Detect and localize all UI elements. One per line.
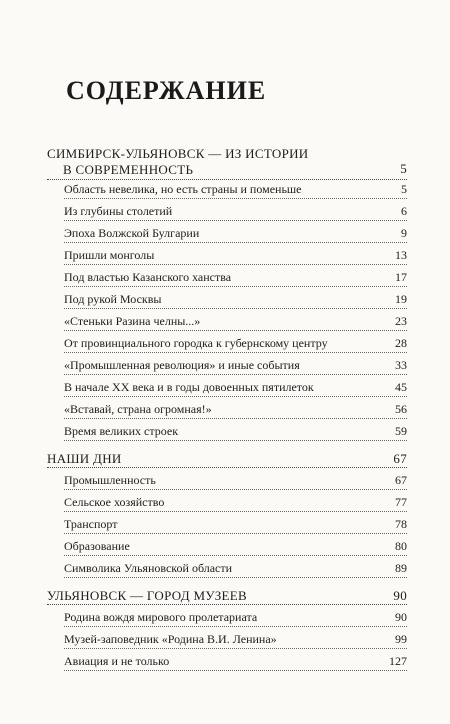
toc-section bbox=[47, 146, 407, 441]
section-page-number: 5 bbox=[400, 161, 407, 176]
entry-title: От провинциального городка к губернскому центру bbox=[64, 336, 328, 350]
entry-title: Родина вождя мирового пролетариата bbox=[64, 610, 258, 624]
toc-entry[interactable] bbox=[64, 182, 407, 199]
entry-page-number: 6 bbox=[401, 204, 407, 218]
toc-entry[interactable] bbox=[64, 204, 407, 221]
entry-title: Время великих строек bbox=[64, 424, 179, 438]
toc-entry[interactable] bbox=[64, 402, 407, 419]
entry-title: Авиация и не только bbox=[64, 654, 170, 668]
page-title: СОДЕРЖАНИЕ bbox=[66, 76, 267, 105]
entry-page-number: 23 bbox=[395, 314, 407, 328]
entry-page-number: 5 bbox=[401, 182, 407, 196]
toc-entry[interactable] bbox=[64, 248, 407, 265]
toc-entry[interactable] bbox=[64, 473, 407, 490]
entry-page-number: 67 bbox=[395, 473, 407, 487]
toc-entry[interactable] bbox=[64, 292, 407, 309]
entry-page-number: 13 bbox=[395, 248, 407, 262]
entry-title: Музей-заповедник «Родина В.И. Ленина» bbox=[64, 632, 277, 646]
section-heading-text: НАШИ ДНИ bbox=[47, 451, 122, 466]
toc-entry[interactable] bbox=[64, 380, 407, 397]
toc-section bbox=[47, 588, 407, 671]
toc-entry[interactable] bbox=[64, 358, 407, 375]
section-entries bbox=[47, 182, 407, 441]
entry-page-number: 77 bbox=[395, 495, 407, 509]
entry-title: В начале XX века и в годы довоенных пятилеток bbox=[64, 380, 314, 394]
section-heading-text: УЛЬЯНОВСК — ГОРОД МУЗЕЕВ bbox=[47, 588, 247, 603]
section-heading[interactable] bbox=[47, 451, 407, 468]
section-page-number: 90 bbox=[393, 588, 407, 603]
section-heading[interactable] bbox=[47, 588, 407, 605]
section-entries bbox=[47, 610, 407, 671]
toc-entry[interactable] bbox=[64, 654, 407, 671]
toc-entry[interactable] bbox=[64, 270, 407, 287]
entry-title: Сельское хозяйство bbox=[64, 495, 165, 509]
entry-title: «Промышленная революция» и иные события bbox=[64, 358, 300, 372]
entry-page-number: 89 bbox=[395, 561, 407, 575]
entry-page-number: 78 bbox=[395, 517, 407, 531]
section-page-number: 67 bbox=[393, 451, 407, 466]
toc-entry[interactable] bbox=[64, 610, 407, 627]
entry-title: Образование bbox=[64, 539, 130, 553]
entry-page-number: 56 bbox=[395, 402, 407, 416]
entry-page-number: 80 bbox=[395, 539, 407, 553]
entry-page-number: 33 bbox=[395, 358, 407, 372]
section-entries bbox=[47, 473, 407, 578]
toc-entry[interactable] bbox=[64, 424, 407, 441]
entry-page-number: 90 bbox=[395, 610, 407, 624]
entry-title: «Стеньки Разина челны...» bbox=[64, 314, 201, 328]
entry-page-number: 19 bbox=[395, 292, 407, 306]
entry-page-number: 9 bbox=[401, 226, 407, 240]
section-heading-line2: В СОВРЕМЕННОСТЬ bbox=[63, 162, 194, 177]
entry-page-number: 45 bbox=[395, 380, 407, 394]
table-of-contents bbox=[47, 146, 407, 681]
entry-title: Символика Ульяновской области bbox=[64, 561, 233, 575]
toc-section bbox=[47, 451, 407, 578]
section-heading-line1: СИМБИРСК-УЛЬЯНОВСК — ИЗ ИСТОРИИ bbox=[47, 146, 309, 161]
entry-page-number: 17 bbox=[395, 270, 407, 284]
toc-entry[interactable] bbox=[64, 517, 407, 534]
entry-title: Промышленность bbox=[64, 473, 156, 487]
entry-title: Под рукой Москвы bbox=[64, 292, 162, 306]
entry-page-number: 59 bbox=[395, 424, 407, 438]
entry-page-number: 99 bbox=[395, 632, 407, 646]
toc-entry[interactable] bbox=[64, 632, 407, 649]
toc-entry[interactable] bbox=[64, 226, 407, 243]
toc-entry[interactable] bbox=[64, 495, 407, 512]
entry-page-number: 127 bbox=[389, 654, 407, 668]
entry-title: Под властью Казанского ханства bbox=[64, 270, 232, 284]
toc-entry[interactable] bbox=[64, 539, 407, 556]
section-heading[interactable] bbox=[47, 146, 407, 180]
toc-entry[interactable] bbox=[64, 314, 407, 331]
toc-entry[interactable] bbox=[64, 561, 407, 578]
entry-title: Область невелика, но есть страны и поменьше bbox=[64, 182, 302, 196]
entry-title: Из глубины столетий bbox=[64, 204, 173, 218]
entry-page-number: 28 bbox=[395, 336, 407, 350]
toc-entry[interactable] bbox=[64, 336, 407, 353]
entry-title: «Вставай, страна огромная!» bbox=[64, 402, 212, 416]
entry-title: Эпоха Волжской Булгарии bbox=[64, 226, 200, 240]
entry-title: Пришли монголы bbox=[64, 248, 155, 262]
entry-title: Транспорт bbox=[64, 517, 118, 531]
